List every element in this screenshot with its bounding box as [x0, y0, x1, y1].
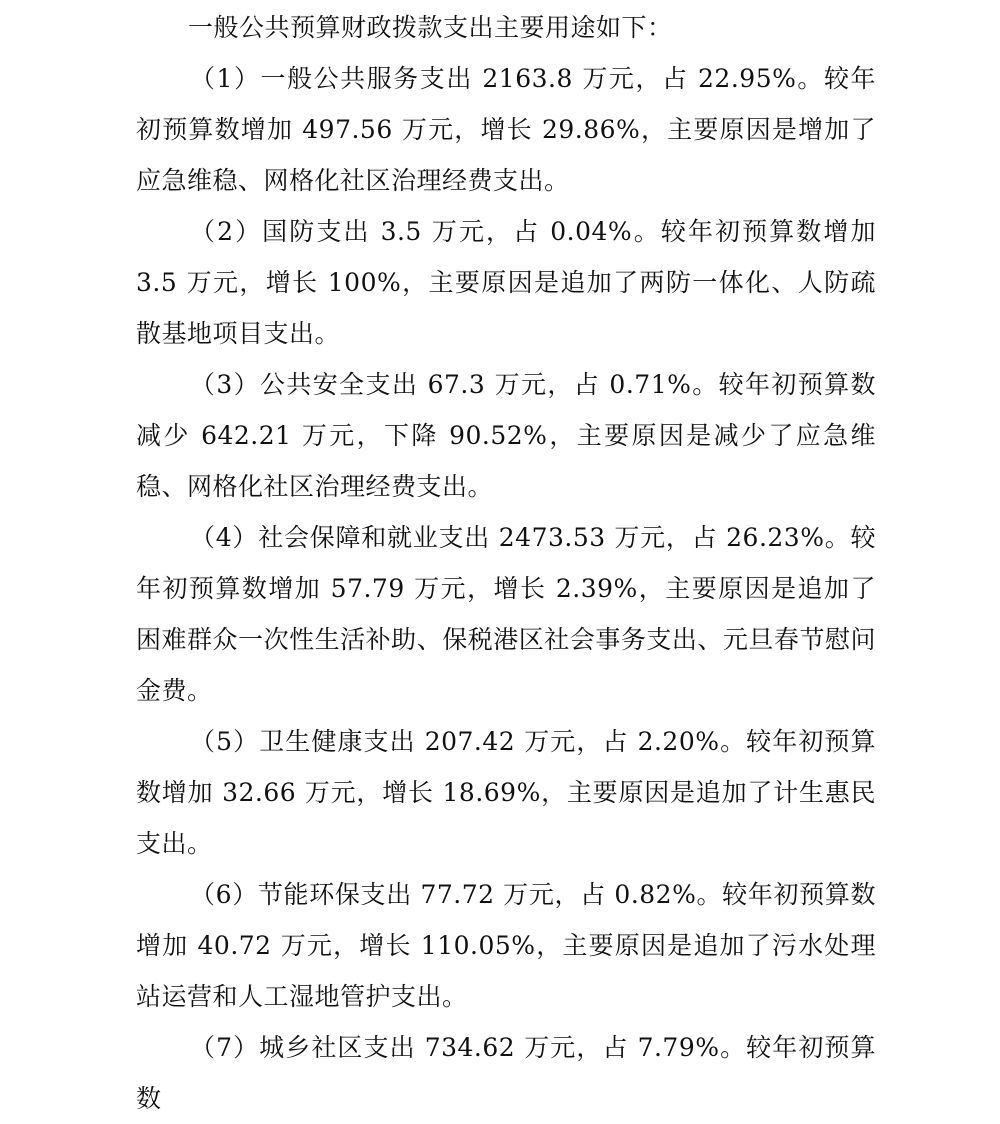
- item-paragraph-6: （6）节能环保支出 77.72 万元，占 0.82%。较年初预算数增加 40.72 万元，增长 110.05%，主要原因是追加了污水处理站运营和人工湿地管护支出。: [136, 880, 876, 1011]
- intro-paragraph: 一般公共预算财政拨款支出主要用途如下：: [188, 13, 673, 42]
- item-paragraph-2: （2）国防支出 3.5 万元，占 0.04%。较年初预算数增加 3.5 万元，增长 100%，主要原因是追加了两防一体化、人防疏散基地项目支出。: [136, 217, 876, 348]
- item-paragraph-4: （4）社会保障和就业支出 2473.53 万元，占 26.23%。较年初预算数增加 57.79 万元，增长 2.39%，主要原因是追加了困难群众一次性生活补助、保税港区社会事务支出、元旦春节慰问金费。: [136, 523, 876, 705]
- item-paragraph-1: （1）一般公共服务支出 2163.8 万元，占 22.95%。较年初预算数增加 497.56 万元，增长 29.86%，主要原因是增加了应急维稳、网格化社区治理经费支出。: [136, 64, 876, 195]
- item-paragraph-3: （3）公共安全支出 67.3 万元，占 0.71%。较年初预算数减少 642.21 万元，下降 90.52%，主要原因是减少了应急维稳、网格化社区治理经费支出。: [136, 370, 876, 501]
- item-paragraph-7: （7）城乡社区支出 734.62 万元，占 7.79%。较年初预算数: [136, 1033, 876, 1113]
- item-paragraph-5: （5）卫生健康支出 207.42 万元，占 2.20%。较年初预算数增加 32.66 万元，增长 18.69%，主要原因是追加了计生惠民支出。: [136, 727, 876, 858]
- document-body: [136, 2, 876, 1124]
